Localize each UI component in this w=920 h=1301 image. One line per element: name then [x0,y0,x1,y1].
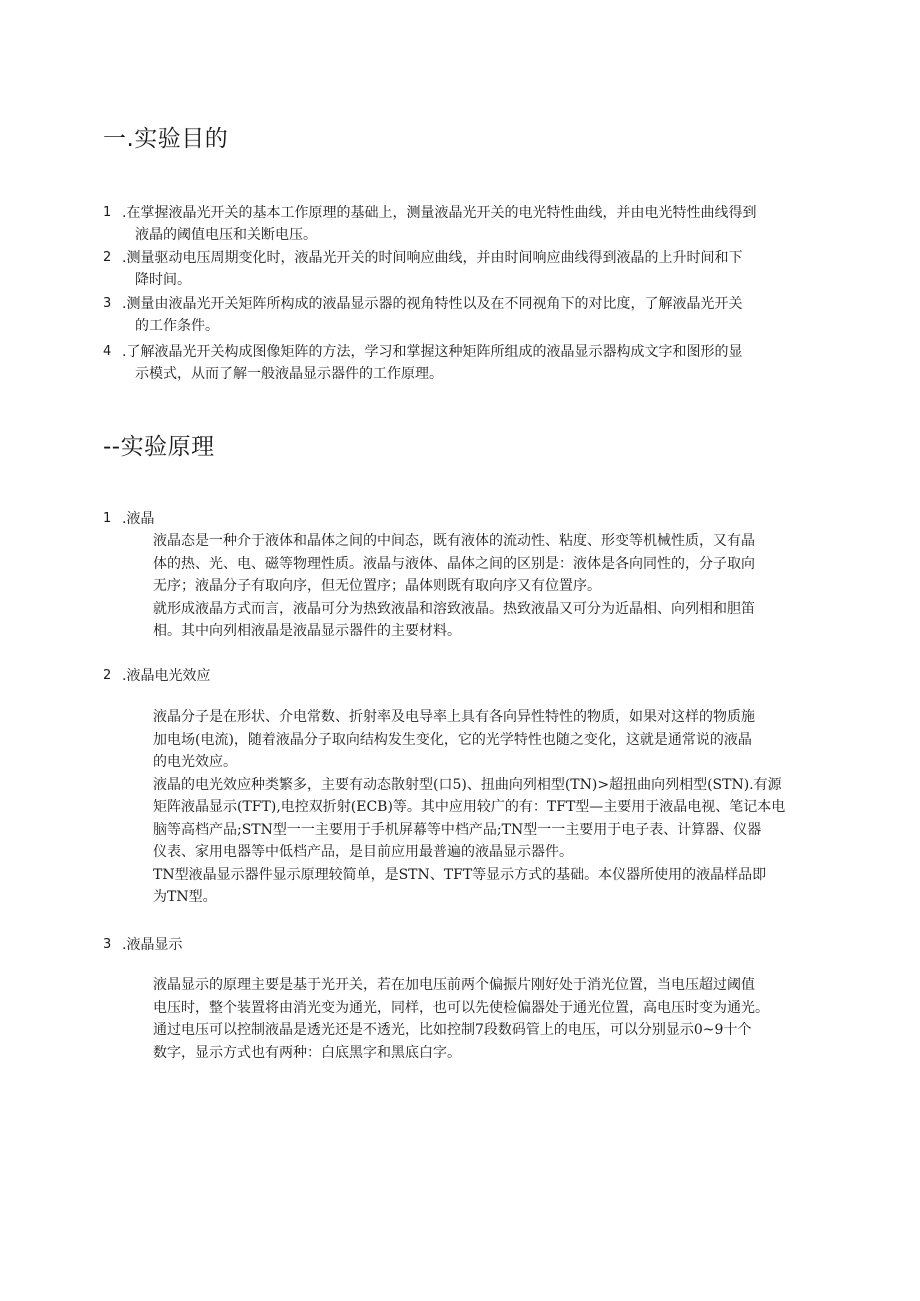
para-line: 数字，显示方式也有两种：白底黑字和黑底白字。 [153,1044,461,1061]
item-number: 3 [103,296,112,311]
objective-item-3 [103,293,823,337]
subsection-title: .液晶 [122,511,155,527]
item-text-cont: 的工作条件。 [135,318,219,334]
subsection-number: 2 [103,668,112,683]
para-line: 就形成液晶方式而言，液晶可分为热致液晶和溶致液晶。热致液晶又可分为近晶相、向列相和胆笛 [153,600,755,617]
item-number: 4 [103,344,112,359]
para-line: TN型液晶显示器件显示原理较简单，是STN、TFT等显示方式的基础。本仪器所使用的液晶样品即 [153,866,767,883]
subsection-2-body [153,706,833,909]
para-line: 为TN型。 [153,889,217,905]
para-line: 加电场(电流)，随着液晶分子取向结构发生变化，它的光学特性也随之变化，这就是通常说的液晶 [153,731,752,748]
para-line: 体的热、光、电、磁等物理性质。液晶与液体、晶体之间的区别是：液体是各向同性的，分子取向 [153,555,755,572]
item-text: .测量由液晶光开关矩阵所构成的液晶显示器的视角特性以及在不同视角下的对比度，了解液晶光开关 [122,296,743,312]
subsection-title: .液晶电光效应 [122,668,211,684]
subsection-number: 1 [103,511,112,526]
para-line: 液晶态是一种介于液体和晶体之间的中间态，既有液体的流动性、粘度、形变等机械性质，又有晶 [153,533,755,549]
objective-item-2 [103,247,823,291]
para-line: 通过电压可以控制液晶是透光还是不透光，比如控制7段数码管上的电压，可以分别显示0~9十个 [153,1022,752,1038]
subsection-number: 3 [103,937,112,952]
para-line: 液晶的电光效应种类繁多，主要有动态散射型(口5)、扭曲向列相型(TN)>超扭曲向列相型(STN).有源 [153,776,782,793]
item-text-cont: 液晶的阈值电压和关断电压。 [135,227,317,243]
item-text: .了解液晶光开关构成图像矩阵的方法，学习和掌握这种矩阵所组成的液晶显示器构成文字和图形的显 [122,344,743,360]
item-text: .测量驱动电压周期变化时，液晶光开关的时间响应曲线，并由时间响应曲线得到液晶的上升时间和下 [122,250,743,266]
item-text-cont: 示模式，从而了解一般液晶显示器件的工作原理。 [135,366,443,382]
para-line: 仪表、家用电器等中低档产品，是目前应用最普遍的液晶显示器件。 [153,844,573,860]
section-2-title: --实验原理 [103,434,215,460]
subsection-3-body [153,974,833,1064]
subsection-3-heading [103,934,182,956]
para-line: 电压时，整个装置将由消光变为通光，同样，也可以先使检偏器处于通光位置，高电压时变为通光。 [153,999,769,1016]
subsection-title: .液晶显示 [122,937,183,953]
para-line: 液晶显示的原理主要是基于光开关，若在加电压前两个偏振片刚好处于消光位置，当电压超过阈值 [153,977,755,993]
item-number: 2 [103,250,112,265]
para-line: 相。其中向列相液晶是液晶显示器件的主要材料。 [153,623,461,639]
item-number: 1 [103,205,112,220]
subsection-2-heading [103,665,210,687]
para-line: 无序；液晶分子有取向序，但无位置序；晶体则既有取向序又有位置序。 [153,578,601,594]
para-line: 液晶分子是在形状、介电常数、折射率及电导率上具有各向异性特性的物质，如果对这样的物质施 [153,709,755,725]
item-text-cont: 降时间。 [135,272,191,288]
section-1-title: 一.实验目的 [103,126,229,152]
para-line: 脑等高档产品;STN型一一主要用于手机屏幕等中档产品;TN型一一主要用于电子表、计算器、仪器 [153,821,762,838]
item-text: .在掌握液晶光开关的基本工作原理的基础上，测量液晶光开关的电光特性曲线，并由电光特性曲线得到 [122,205,757,221]
subsection-1-heading [103,508,154,530]
subsection-1-body [153,530,833,643]
objective-item-1 [103,202,823,246]
para-line: 的电光效应。 [153,754,237,770]
para-line: 矩阵液晶显示(TFT),电控双折射(ECB)等。其中应用较广的有：TFT型—主要用于液晶电视、笔记本电 [153,799,786,815]
objective-item-4 [103,341,823,385]
